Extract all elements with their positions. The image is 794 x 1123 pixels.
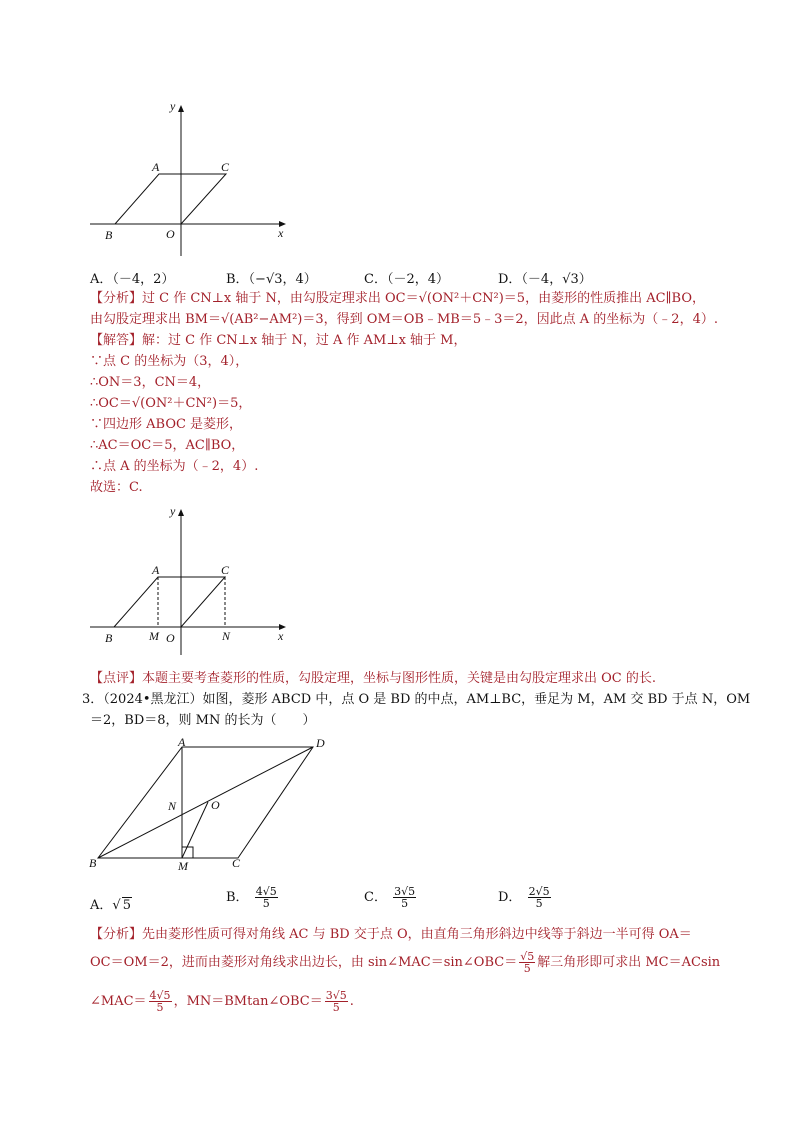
label-M: M: [178, 859, 188, 873]
q2-option-d[interactable]: D．（－4，√3）: [498, 272, 592, 287]
figure-2-coordinate-rhombus-with-perpendiculars: [88, 503, 298, 663]
q3-analysis-line-3-a: ∠MAC＝: [90, 994, 147, 1009]
q3-analysis-line-2-b: 解三角形即可求出 MC＝ACsin: [537, 955, 721, 970]
label-C: C: [221, 563, 230, 577]
rhombus-ABOC: [115, 174, 226, 224]
label-O: O: [211, 798, 220, 812]
q2-option-b[interactable]: B．（−√3，4）: [226, 272, 317, 287]
q3-option-c-numerator: 3√5: [394, 885, 416, 898]
q3-analysis-frac2-num: 4√5: [149, 989, 171, 1002]
label-y: y: [170, 99, 176, 113]
q3-option-d-numerator: 2√5: [528, 885, 550, 898]
q3-analysis-frac-num: √5: [520, 950, 535, 963]
q3-option-b-numerator: 4√5: [255, 885, 277, 898]
rhombus-ABOC: [114, 577, 225, 627]
q2-solution-line-3: ∴ON＝3，CN＝4，: [90, 375, 211, 390]
label-A: A: [152, 563, 160, 577]
diagonal-BD: [98, 747, 313, 858]
q3-analysis-line-2-a: OC＝OM＝2，进而由菱形对角线求出边长，由 sin∠MAC＝sin∠OBC＝: [90, 955, 518, 970]
label-O: O: [166, 631, 175, 645]
q3-analysis-frac3-den: 5: [332, 1001, 340, 1014]
figure-3-rhombus-ABCD: [88, 736, 338, 876]
label-A: A: [152, 160, 160, 174]
label-x: x: [278, 226, 284, 240]
diagonal-AC: [182, 747, 238, 858]
q3-analysis-frac-den: 5: [523, 962, 531, 975]
label-D: D: [316, 736, 325, 750]
q2-comment: 【点评】本题主要考查菱形的性质，勾股定理，坐标与图形性质，关键是由勾股定理求出 OC 的长.: [90, 671, 657, 686]
q3-analysis-line-3-b: ，MN＝BMtan∠OBC＝: [173, 994, 323, 1009]
label-C: C: [221, 160, 230, 174]
q3-analysis-line-2: [90, 951, 730, 975]
q3-option-a-label: A．: [90, 898, 113, 913]
label-A: A: [178, 736, 186, 749]
label-B: B: [89, 856, 97, 870]
y-axis-arrow: [178, 509, 184, 516]
label-C: C: [232, 856, 241, 870]
q2-solution-line-4: ∴OC＝√(ON²＋CN²)＝5，: [90, 396, 252, 411]
q3-options: [90, 882, 710, 918]
q2-solution-line-6: ∴AC＝OC＝5，AC∥BO，: [90, 438, 245, 453]
q3-option-b[interactable]: [226, 886, 280, 909]
q2-solution-line-5: ∵四边形 ABOC 是菱形，: [90, 417, 243, 432]
q3-analysis-line-3-c: .: [349, 994, 354, 1009]
q2-solution-line-2: ∵点 C 的坐标为（3，4），: [90, 354, 249, 369]
label-O: O: [166, 227, 175, 241]
q2-option-a[interactable]: A．（－4，2）: [90, 272, 175, 287]
q3-option-a[interactable]: A．√ 5: [90, 898, 131, 913]
q2-options: [90, 268, 710, 288]
q3-option-d-denominator: 5: [535, 897, 543, 910]
label-B: B: [105, 228, 113, 242]
q3-option-c-label: C．: [364, 890, 387, 905]
label-N: N: [168, 799, 177, 813]
q3-option-a-value: 5: [122, 898, 131, 913]
q2-solution-line-7: ∴点 A 的坐标为（﹣2，4）.: [90, 459, 259, 474]
q3-analysis-line-1: 【分析】先由菱形性质可得对角线 AC 与 BD 交于点 O，由直角三角形斜边中线等于斜边一半可得 OA＝: [90, 927, 692, 942]
label-y: y: [170, 504, 176, 518]
q2-analysis-line-1: 【分析】过 C 作 CN⊥x 轴于 N，由勾股定理求出 OC＝√(ON²＋CN²)＝5，由菱形的性质推出 AC∥BO，: [90, 291, 705, 306]
q3-option-c-denominator: 5: [401, 897, 409, 910]
q3-stem-line-1: 3．（2024•黑龙江）如图，菱形 ABCD 中，点 O 是 BD 的中点，AM⊥BC，垂足为 M，AM 交 BD 于点 N，OM: [82, 692, 751, 707]
figure-1-coordinate-rhombus: [88, 98, 298, 268]
q3-analysis-frac3-num: 3√5: [325, 989, 347, 1002]
q3-option-b-denominator: 5: [262, 897, 270, 910]
segment-OM: [182, 802, 208, 858]
label-x: x: [278, 629, 284, 643]
q3-analysis-frac2-den: 5: [156, 1001, 164, 1014]
right-angle-mark: [182, 847, 193, 858]
q3-analysis-line-3: [90, 990, 730, 1014]
q3-option-d-label: D．: [498, 890, 522, 905]
label-M: M: [149, 629, 159, 643]
y-axis-arrow: [178, 105, 184, 112]
q3-option-c[interactable]: [364, 886, 418, 909]
q3-option-d[interactable]: [498, 886, 553, 909]
q2-option-c[interactable]: C．（－2，4）: [364, 272, 449, 287]
q2-solution-line-1: 【解答】解：过 C 作 CN⊥x 轴于 N，过 A 作 AM⊥x 轴于 M，: [90, 333, 467, 348]
q3-stem-line-2: ＝2，BD＝8，则 MN 的长为（ ）: [90, 713, 316, 728]
label-N: N: [222, 629, 231, 643]
q2-analysis-line-2: 由勾股定理求出 BM＝√(AB²−AM²)＝3，得到 OM＝OB﹣MB＝5﹣3＝2，因此点 A 的坐标为（﹣2，4）.: [90, 312, 718, 327]
q3-option-b-label: B．: [226, 890, 249, 905]
q2-solution-line-8: 故选：C.: [90, 480, 143, 495]
label-B: B: [105, 631, 113, 645]
